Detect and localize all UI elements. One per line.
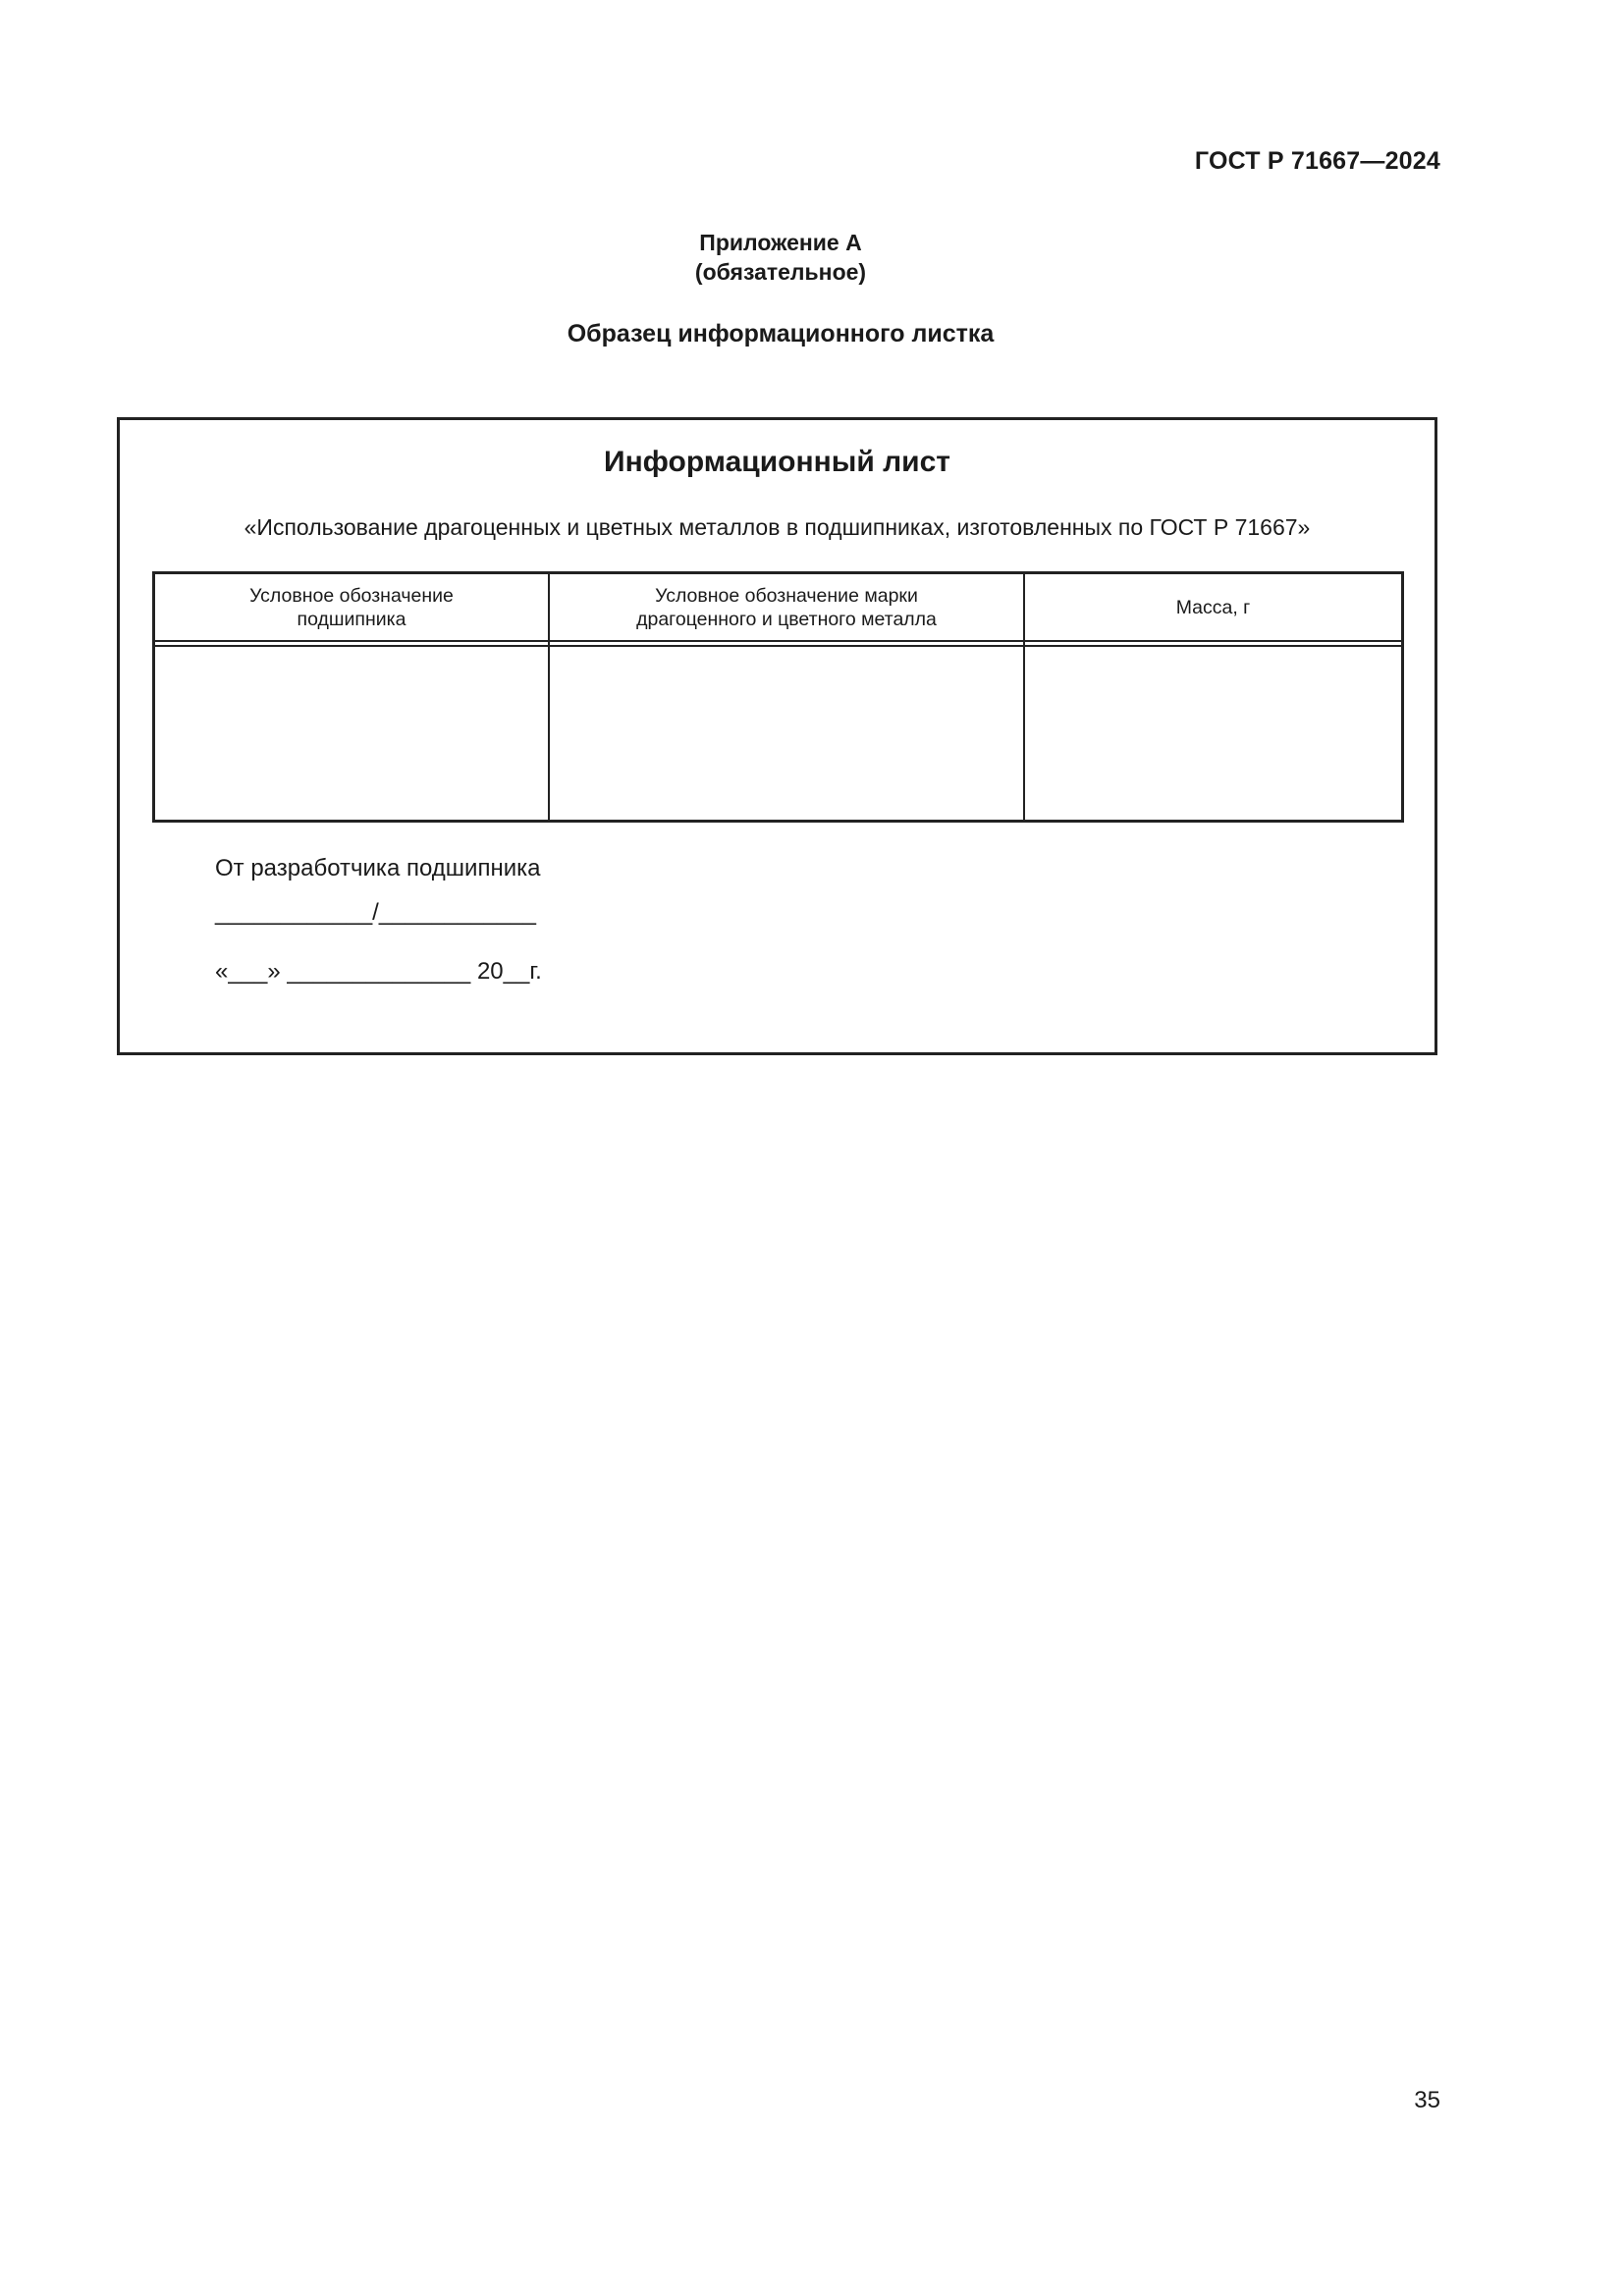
column-header-line: Условное обозначение марки — [655, 585, 918, 607]
column-header-line: драгоценного и цветного металла — [636, 609, 937, 630]
table-cell-bearing-designation[interactable] — [155, 646, 548, 820]
info-sheet-frame — [117, 417, 1437, 1055]
date-field[interactable]: «___» ______________ 20__г. — [215, 958, 542, 985]
column-header-metal-grade — [550, 574, 1023, 641]
table-cell-metal-grade[interactable] — [550, 646, 1023, 820]
page-number: 35 — [1414, 2087, 1440, 2113]
standard-code: ГОСТ Р 71667—2024 — [1194, 147, 1440, 175]
metals-table — [152, 571, 1404, 823]
sample-title: Образец информационного листка — [567, 320, 995, 347]
appendix-title: Приложение А — [699, 230, 862, 255]
developer-label: От разработчика подшипника — [215, 855, 541, 881]
column-header-bearing-designation — [155, 574, 548, 641]
signature-field[interactable]: ____________/____________ — [215, 899, 537, 926]
column-header-mass — [1025, 574, 1401, 641]
column-header-line: подшипника — [297, 609, 406, 630]
column-header-line: Масса, г — [1175, 597, 1251, 618]
column-header-line: Условное обозначение — [249, 585, 454, 607]
appendix-status: (обязательное) — [694, 259, 867, 285]
table-cell-mass[interactable] — [1025, 646, 1401, 820]
info-sheet-subtitle: «Использование драгоценных и цветных металлов в подшипниках, изготовленных по ГОСТ Р 71667» — [244, 514, 1311, 540]
info-sheet-heading: Информационный лист — [604, 446, 950, 478]
appendix-heading — [0, 228, 1561, 287]
